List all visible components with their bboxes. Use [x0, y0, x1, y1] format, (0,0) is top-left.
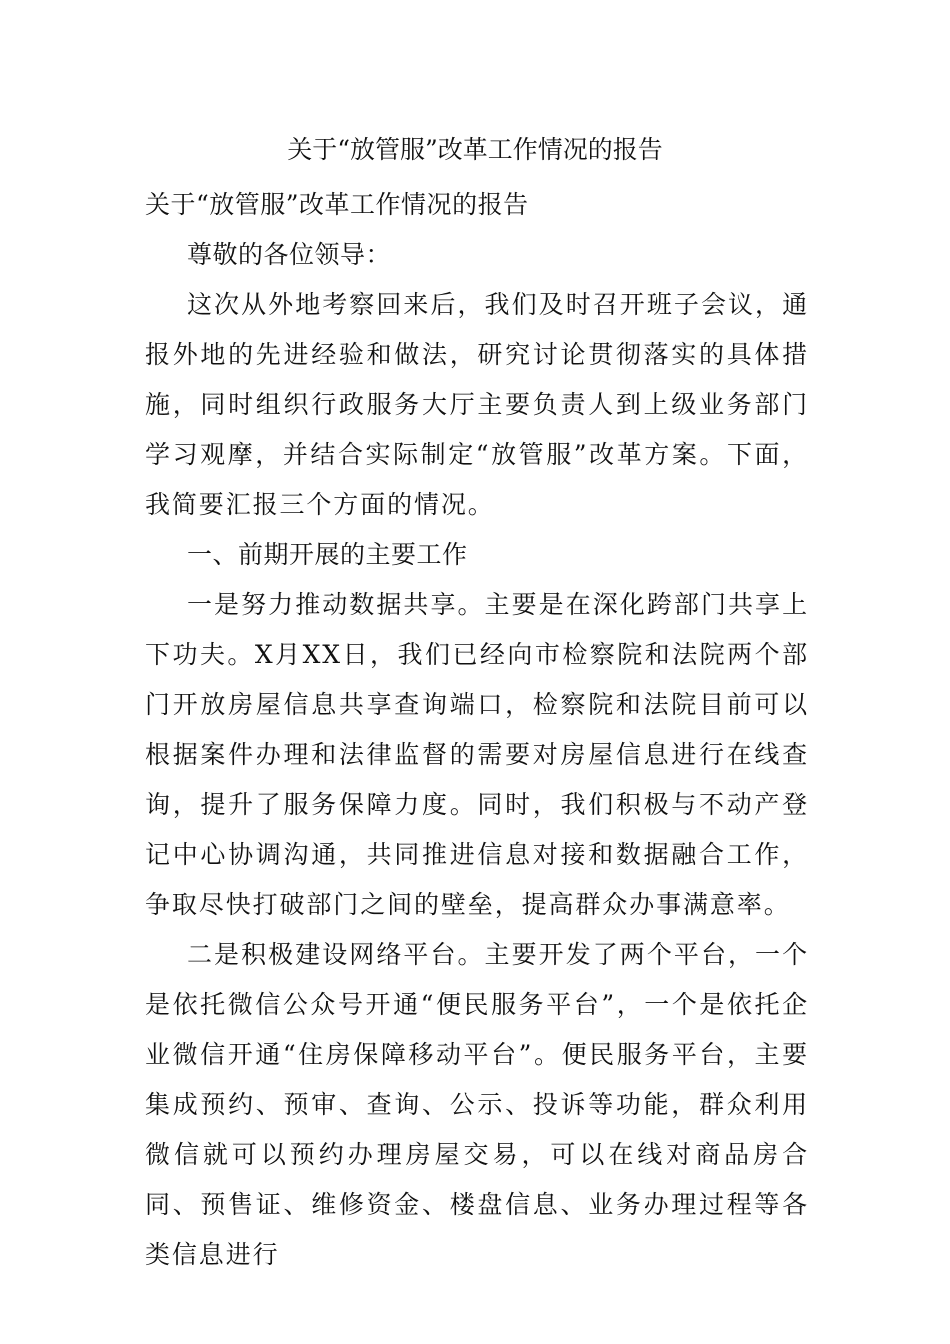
section-paragraph-data-sharing: 一是努力推动数据共享。主要是在深化跨部门共享上下功夫。X月XX日，我们已经向市检察院和法院两个部门开放房屋信息共享查询端口，检察院和法院目前可以根据案件办理和法律监督的需要对房屋信息进行在线查询，提升了服务保障力度。同时，我们积极与不动产登记中心协调沟通，共同推进信息对接和数据融合工作，争取尽快打破部门之间的壁垒，提高群众办事满意率。 [145, 590, 809, 919]
page-title: 关于“放管服”改革工作情况的报告 [287, 135, 663, 164]
section-paragraph-network-platform: 二是积极建设网络平台。主要开发了两个平台，一个是依托微信公众号开通“便民服务平台”，一个是依托企业微信开通“住房保障移动平台”。便民服务平台，主要集成预约、预审、查询、公示、投诉等功能，群众利用微信就可以预约办理房屋交易，可以在线对商品房合同、预售证、维修资金、楼盘信息、业务办理过程等各类信息进行 [145, 940, 809, 1269]
salutation: 尊敬的各位领导： [187, 240, 392, 269]
document-body [145, 180, 809, 1280]
section-heading: 一、前期开展的主要工作 [187, 540, 468, 569]
intro-paragraph: 这次从外地考察回来后，我们及时召开班子会议，通报外地的先进经验和做法，研究讨论贯彻落实的具体措施，同时组织行政服务大厅主要负责人到上级业务部门学习观摩，并结合实际制定“放管服”改革方案。下面，我简要汇报三个方面的情况。 [145, 290, 809, 519]
document-subtitle: 关于“放管服”改革工作情况的报告 [145, 190, 529, 219]
